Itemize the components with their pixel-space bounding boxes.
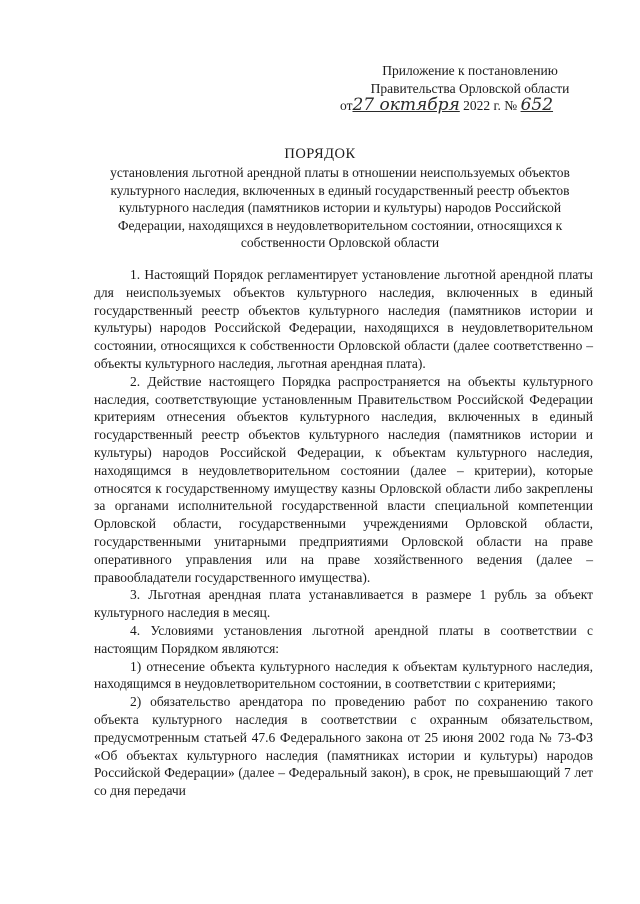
subparagraph-2: 2) обязательство арендатора по проведению работ по сохранению такого объекта культурного наследия в соответствии с охранным обязательством, предусмотренным статьей 47.6 Федерального закона от 25 июня 2002 года № 73-ФЗ «Об объектах культурного наследия (памятниках истории и культуры) народов Российской Федерации» (далее – Федеральный закон), в срок, не превышающий 7 лет со дня передачи <box>94 694 593 799</box>
document-title: ПОРЯДОК <box>284 146 356 162</box>
document-body <box>94 266 593 800</box>
paragraph-3: 3. Льготная арендная плата устанавливается в размере 1 рубль за объект культурного наследия в месяц. <box>94 587 593 621</box>
handwritten-date: 27 октября <box>352 95 460 115</box>
paragraph-4: 4. Условиями установления льготной арендной платы в соответствии с настоящим Порядком являются: <box>94 622 593 656</box>
document-subtitle: установления льготной арендной платы в отношении неиспользуемых объектов культурного наследия, включенных в единый государственный реестр объектов культурного наследия (памятников истории и культуры) народов Российской Федерации, находящихся в неудовлетворительном состоянии, относящихся к собственности Орловской области <box>110 165 570 250</box>
paragraph-2: 2. Действие настоящего Порядка распространяется на объекты культурного наследия, соответствующие установленным Правительством Российской Федерации критериям отнесения объектов культурного наследия, включенных в единый государственный реестр объектов культурного наследия (памятников истории и культуры) народов Российской Федерации, к объектам культурного наследия, находящимся в неудовлетворительном состоянии (далее – критерии), которые относятся к государственному имуществу казны Орловской области либо закреплены за органами исполнительной государственной власти специальной компетенции Орловской области, государственными учреждениями Орловской области, государственными унитарными предприятиями Орловской области на праве оперативного управления или на праве хозяйственного ведения (далее – правообладатели государственного имущества). <box>94 373 593 585</box>
subparagraph-1: 1) отнесение объекта культурного наследия к объектам культурного наследия, находящимся в неудовлетворительном состоянии, в соответствии с критериями; <box>94 658 593 692</box>
header-line-2: Правительства Орловской области <box>370 81 570 96</box>
paragraph-1: 1. Настоящий Порядок регламентирует установление льготной арендной платы для неиспользуемых объектов культурного наследия, включенных в единый государственный реестр объектов культурного наследия (памятников истории и культуры) народов Российской Федерации, находящихся в неудовлетворительном состоянии, относящихся к собственности Орловской области (далее соответственно – объекты культурного наследия, льготная арендная плата). <box>94 267 593 371</box>
handwritten-number: 652 <box>520 95 554 115</box>
date-year: 2022 г. № <box>463 98 518 113</box>
appendix-header <box>340 62 600 98</box>
date-prefix: от <box>340 98 353 113</box>
header-date-line <box>340 96 600 115</box>
header-line-1: Приложение к постановлению <box>382 63 558 78</box>
